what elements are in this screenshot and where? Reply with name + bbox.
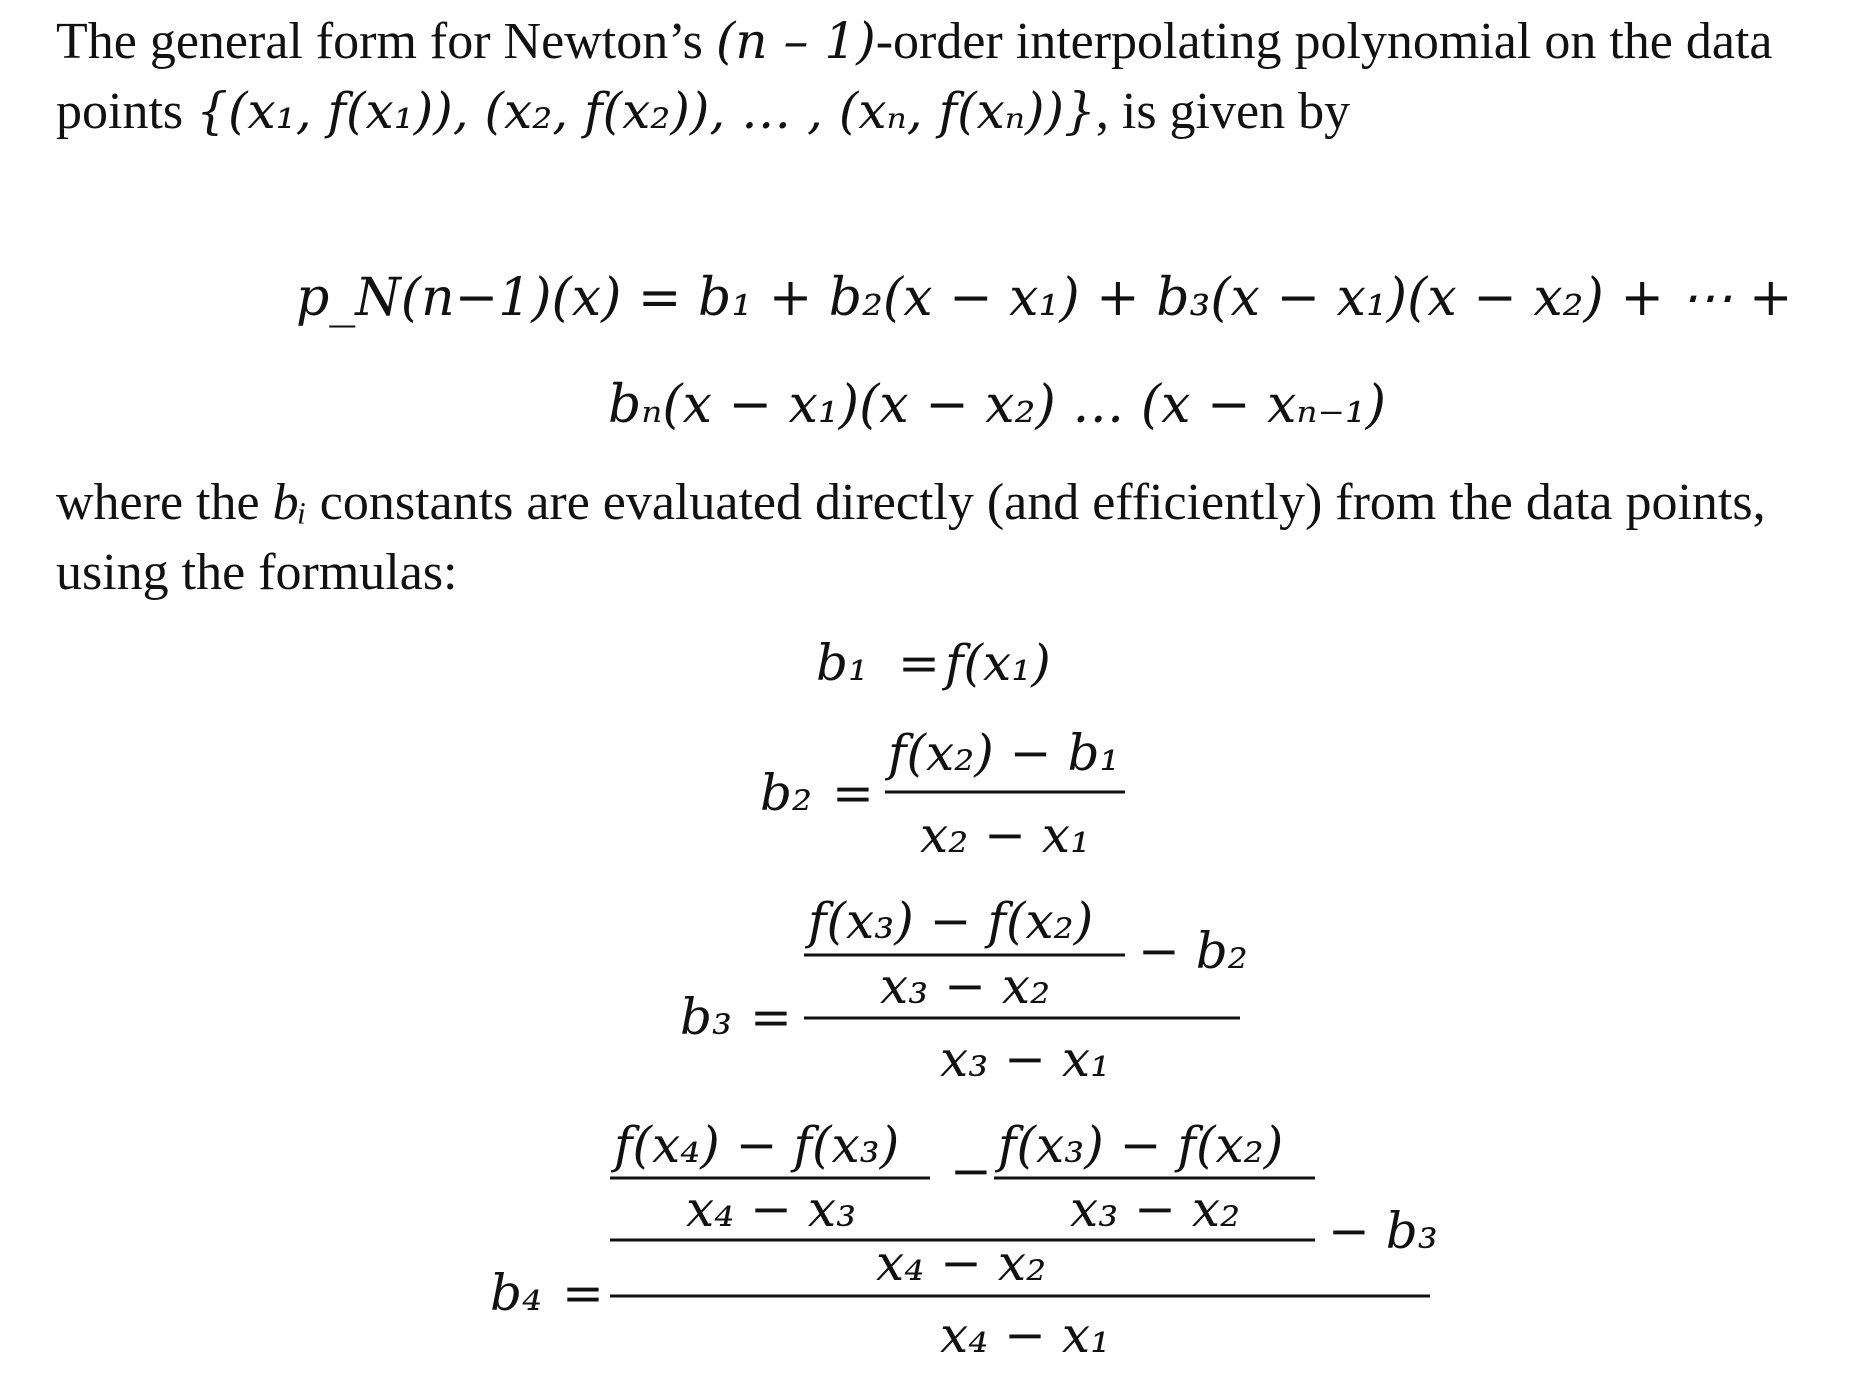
intro-text-1: The general form for Newton’s xyxy=(56,13,716,70)
polynomial-line-2: bₙ(x − x₁)(x − x₂) … (x − xₙ₋₁) xyxy=(608,375,1387,435)
b4-b-denominator: x₃ − x₂ xyxy=(1070,1180,1241,1238)
b3-minus-term: − b₂ xyxy=(1138,922,1248,980)
intro-text-2: -order interpolating polynomial on the data xyxy=(875,13,1773,70)
explanation-text-1: where the xyxy=(56,474,273,531)
intro-text-4: , is given by xyxy=(1095,83,1351,140)
b4-a-numerator: f(x₄) − f(x₃) xyxy=(614,1116,900,1174)
b1-rhs: f(x₁) xyxy=(945,634,1051,692)
b3-inner-numerator: f(x₃) − f(x₂) xyxy=(808,892,1094,950)
b2-equals: = xyxy=(832,764,874,822)
b4-lhs: b₄ xyxy=(490,1264,543,1322)
b2-lhs: b₂ xyxy=(760,764,813,822)
b1-lhs: b₁ xyxy=(816,634,869,692)
b4-equals: = xyxy=(562,1264,604,1322)
b4-inner-minus: − xyxy=(950,1142,992,1200)
b3-inner-denominator: x₃ − x₂ xyxy=(880,957,1051,1015)
b4-b-numerator: f(x₃) − f(x₂) xyxy=(998,1116,1284,1174)
points-set: {(x₁, f(x₁)), (x₂, f(x₂)), … , (xₙ, f(xₙ))} xyxy=(196,82,1096,140)
b3-denominator: x₃ − x₁ xyxy=(940,1030,1111,1088)
explanation-text-3: using the formulas: xyxy=(56,544,458,601)
b4-minus-term: − b₃ xyxy=(1328,1202,1438,1260)
b2-numerator: f(x₂) − b₁ xyxy=(888,724,1120,782)
bi-symbol: bᵢ xyxy=(272,474,307,531)
order-expression: (n – 1) xyxy=(715,12,876,70)
explanation-text-2: constants are evaluated directly (and efficiently) from the data points, xyxy=(306,474,1766,531)
b2-denominator: x₂ − x₁ xyxy=(920,806,1091,864)
polynomial-line-1: p_N(n−1)(x) = b₁ + b₂(x − x₁) + b₃(x − x₁)(x − x₂) + ⋯ + xyxy=(296,268,1793,328)
b4-mid-denominator: x₄ − x₂ xyxy=(876,1234,1047,1292)
intro-text-3: points xyxy=(56,83,197,140)
b4-a-denominator: x₄ − x₃ xyxy=(686,1180,857,1238)
b4-denominator: x₄ − x₁ xyxy=(940,1306,1111,1364)
b1-equals: = xyxy=(898,634,940,692)
b3-equals: = xyxy=(750,988,792,1046)
b3-lhs: b₃ xyxy=(680,988,733,1046)
